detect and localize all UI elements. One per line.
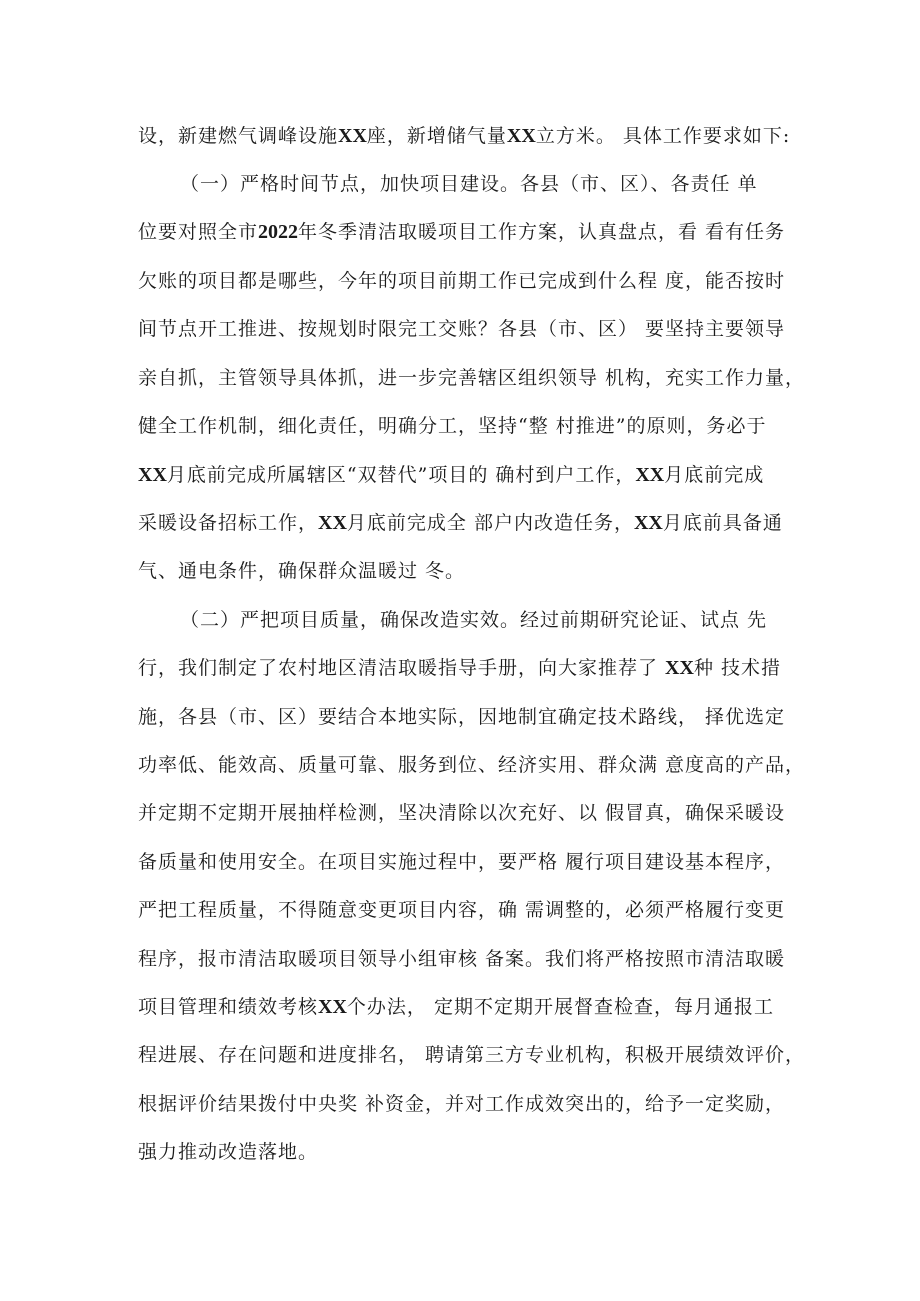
text-line: 欠账的项目都是哪些，今年的项目前期工作已完成到什么程 度，能否按时 xyxy=(138,270,786,292)
text-line: 程序，报市清洁取暖项目领导小组审核 备案。我们将严格按照市清洁取暖 xyxy=(138,948,786,970)
text-line: 施，各县（市、区）要结合本地实际，因地制宜确定技术路线， 择优选定 xyxy=(138,706,786,728)
text-line: 强力推动改造落地。 xyxy=(138,1141,319,1163)
text-line: 设，新建燃气调峰设施XX座，新增储气量XX立方米。 具体工作要求如下: xyxy=(138,125,791,147)
text-line: 采暖设备招标工作，XX月底前完成全 部户内改造任务，XX月底前具备通 xyxy=(138,512,783,534)
text-line: 并定期不定期开展抽样检测，坚决清除以次充好、以 假冒真，确保采暖设 xyxy=(138,802,786,824)
text-line: XX月底前完成所属辖区“双替代”项目的 确村到户工作，XX月底前完成 xyxy=(138,464,765,486)
text-line: 根据评价结果拨付中央奖 补资金，并对工作成效突出的，给予一定奖励， xyxy=(138,1093,786,1115)
text-line: 功率低、能效高、质量可靠、服务到位、经济实用、群众满 意度高的产品， xyxy=(138,754,806,776)
text-line: （一）严格时间节点，加快项目建设。各县（市、区）、各责任 单 xyxy=(180,173,758,195)
text-line: 位要对照全市2022年冬季清洁取暖项目工作方案，认真盘点，看 看有任务 xyxy=(138,221,786,243)
text-line: 备质量和使用安全。在项目实施过程中，要严格 履行项目建设基本程序， xyxy=(138,851,786,873)
text-line: 程进展、存在问题和进度排名， 聘请第三方专业机构，积极开展绩效评价， xyxy=(138,1044,806,1066)
text-line: 行，我们制定了农村地区清洁取暖指导手册，向大家推荐了 XX种 技术措 xyxy=(138,657,781,679)
text-line: 健全工作机制，细化责任，明确分工，坚持“整 村推进”的原则，务必于 xyxy=(138,415,767,437)
text-line: 严把工程质量，不得随意变更项目内容，确 需调整的，必须严格履行变更 xyxy=(138,899,786,921)
text-line: 项目管理和绩效考核XX个办法， 定期不定期开展督查检查，每月通报工 xyxy=(138,996,774,1018)
text-line: 气、通电条件，确保群众温暖过 冬。 xyxy=(138,560,466,582)
text-line: 亲自抓，主管领导具体抓，进一步完善辖区组织领导 机构，充实工作力量， xyxy=(138,367,806,389)
text-line: 间节点开工推进、按规划时限完工交账？各县（市、区） 要坚持主要领导 xyxy=(138,318,786,340)
text-line: （二）严把项目质量，确保改造实效。经过前期研究论证、试点 先 xyxy=(180,609,768,631)
